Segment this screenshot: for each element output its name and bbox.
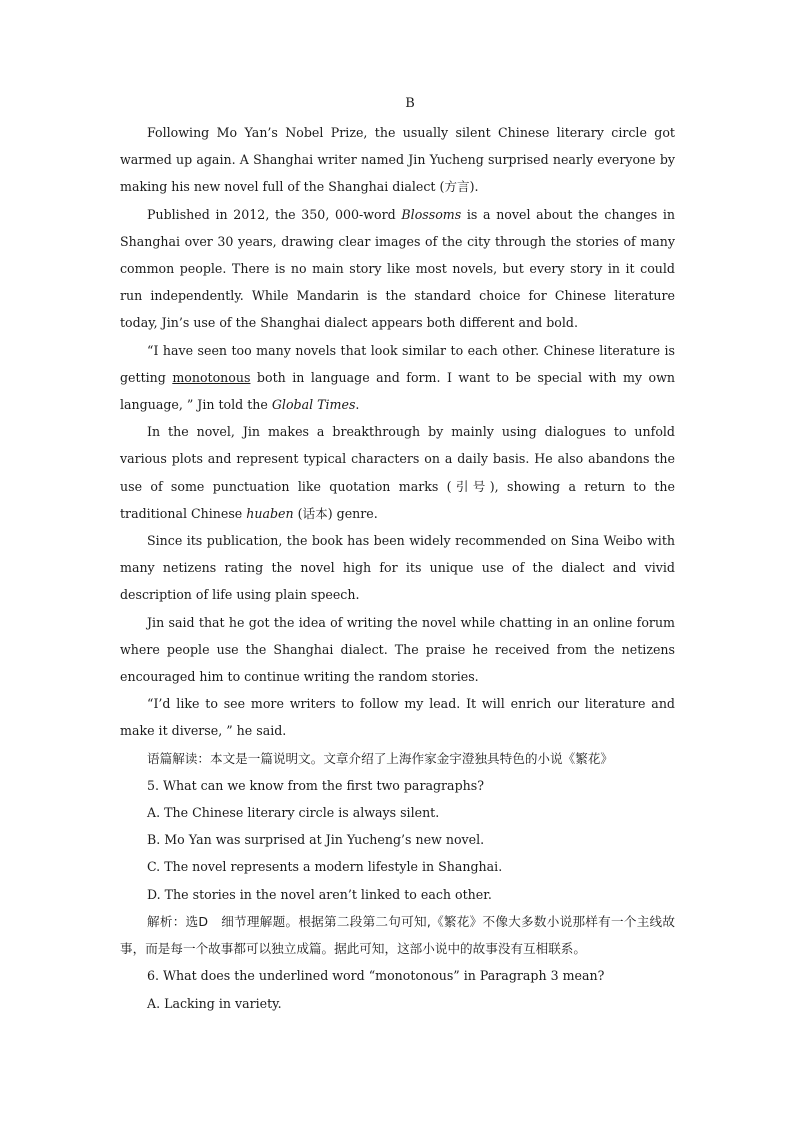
question-5-stem: 5. What can we know from the first two paragraphs? bbox=[147, 777, 484, 793]
passage-paragraph-4 bbox=[120, 418, 675, 527]
question-5-option-a: A. The Chinese literary circle is always silent. bbox=[147, 805, 440, 821]
newspaper-title: Global Times bbox=[271, 397, 356, 413]
question-5-analysis: 解析：选D 细节理解题。根据第二段第二句可知,《繁花》不像大多数小说那样有一个主线故事，而是每一个故事都可以独立成篇。据此可知，这部小说中的故事没有互相联系。 bbox=[120, 913, 675, 957]
passage-paragraph-7: “I’d like to see more writers to follow my lead. It will enrich our literature and make it diverse, ” he said. bbox=[120, 696, 675, 739]
section-heading: B bbox=[405, 96, 415, 111]
text-segment: In the novel, Jin makes a breakthrough by mainly using dialogues to unfold various plots and represent typical characters on a daily basis. He also abandons the use of some punctuation like quotation marks (引号), showing a return to the traditional Chinese bbox=[120, 424, 675, 521]
question-5-option-c: C. The novel represents a modern lifestyle in Shanghai. bbox=[147, 859, 503, 875]
text-segment: (话本) genre. bbox=[293, 505, 378, 521]
passage-paragraph-1: Following Mo Yan’s Nobel Prize, the usually silent Chinese literary circle got warmed up again. A Shanghai writer named Jin Yucheng surprised nearly everyone by making his new novel full of the Shanghai dialect (方言). bbox=[120, 125, 675, 195]
question-6-option-a: A. Lacking in variety. bbox=[147, 995, 282, 1011]
passage-paragraph-6: Jin said that he got the idea of writing the novel while chatting in an online forum where people use the Shanghai dialect. The praise he received from the netizens encouraged him to continue writing the random stories. bbox=[120, 614, 675, 685]
underlined-word: monotonous bbox=[172, 369, 251, 385]
text-segment: is a novel about the changes in Shanghai over 30 years, drawing clear images of the city through the stories of many common people. There is no main story like most novels, but every story in it could run independently. While Mandarin is the standard choice for Chinese literature today, Jin’s use of the Shanghai dialect appears both different and bold. bbox=[120, 206, 675, 331]
text-segment: . bbox=[355, 397, 360, 413]
text-segment: Published in 2012, the 350, 000-word bbox=[147, 206, 402, 222]
novel-title: Blossoms bbox=[401, 206, 462, 222]
text-segment: both in language and form. I want to be special with my own language, ” Jin told the bbox=[120, 369, 675, 413]
passage-paragraph-5: Since its publication, the book has been widely recommended on Sina Weibo with many netizens rating the novel high for its unique use of the dialect and vivid description of life using plain speech. bbox=[120, 533, 675, 603]
question-5-option-d: D. The stories in the novel aren’t linked to each other. bbox=[147, 886, 492, 902]
genre-term: huaben bbox=[246, 505, 294, 521]
question-5-option-b: B. Mo Yan was surprised at Jin Yucheng’s new novel. bbox=[147, 832, 485, 848]
passage-paragraph-2 bbox=[120, 201, 675, 337]
passage-paragraph-3 bbox=[120, 337, 675, 419]
passage-summary: 语篇解读：本文是一篇说明文。文章介绍了上海作家金宇澄独具特色的小说《繁花》 bbox=[147, 750, 613, 766]
document-body bbox=[120, 119, 675, 1017]
question-6-stem: 6. What does the underlined word “monotonous” in Paragraph 3 mean? bbox=[147, 968, 605, 984]
text-segment: “I have seen too many novels that look similar to each other. Chinese literature is getting bbox=[120, 342, 675, 385]
